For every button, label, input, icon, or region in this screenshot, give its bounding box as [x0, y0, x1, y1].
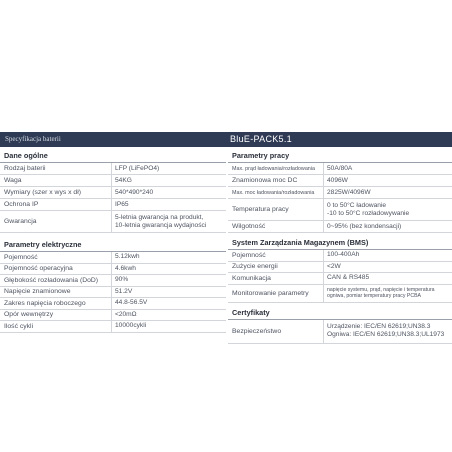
spec-title: Specyfikacja baterii	[5, 135, 61, 143]
left-column	[0, 149, 226, 333]
product-title: BluE-PACK5.1	[230, 134, 292, 144]
spec-label: Pojemność	[228, 250, 324, 261]
spec-label: Komunikacja	[228, 273, 324, 284]
spec-value: 10000cykli	[115, 322, 147, 330]
spec-row	[228, 262, 452, 274]
spec-row	[0, 310, 226, 322]
spec-value: 100-400Ah	[327, 251, 360, 259]
spec-row	[228, 285, 452, 303]
spec-row	[228, 221, 452, 233]
spec-value: CAN & RS485	[327, 274, 370, 282]
spec-value: Urządzenie: IEC/EN 62619;UN38.3 Ogniwa: IEC/EN 62619;UN38.3;UL1973	[327, 323, 445, 338]
spec-value: <2W	[327, 262, 341, 270]
spec-row	[0, 175, 226, 187]
spec-value: IP65	[115, 200, 129, 208]
spec-value: 4096W	[327, 176, 348, 184]
spec-label: Zakres napięcia roboczego	[0, 298, 112, 309]
spec-label: Temperatura pracy	[228, 199, 324, 220]
section-heading: Certyfikaty	[228, 306, 452, 320]
section-heading: Dane ogólne	[0, 149, 226, 163]
spec-row	[0, 211, 226, 233]
spec-label: Waga	[0, 175, 112, 186]
spec-row	[0, 187, 226, 199]
spec-label: Rodzaj baterii	[0, 163, 112, 174]
spec-value: 4.6kwh	[115, 264, 136, 272]
section-heading: Parametry pracy	[228, 149, 452, 163]
spec-label: Pojemność operacyjna	[0, 264, 112, 275]
spec-label: Głębokość rozładowania (DoD)	[0, 275, 112, 286]
spec-value: 2825W/4096W	[327, 188, 371, 196]
right-column	[228, 149, 452, 344]
spec-row	[228, 199, 452, 221]
spec-label: Pojemność	[0, 252, 112, 263]
spec-value: 90%	[115, 276, 129, 284]
spec-label: Zużycie energii	[228, 262, 324, 273]
spec-value: LFP (LiFePO4)	[115, 164, 160, 172]
spec-row	[0, 163, 226, 175]
spec-row	[0, 264, 226, 276]
spec-row	[0, 252, 226, 264]
spec-banner	[0, 132, 452, 147]
spec-value: 0~95% (bez kondensacji)	[327, 222, 402, 230]
spec-label: Wilgotność	[228, 221, 324, 232]
spec-value: 50A/80A	[327, 164, 353, 172]
spec-value: 5.12kwh	[115, 253, 140, 261]
spec-row	[228, 163, 452, 175]
spec-row	[228, 187, 452, 199]
spec-value: 0 to 50°C ładowanie -10 to 50°C rozładowywanie	[327, 201, 410, 217]
spec-label: Ochrona IP	[0, 199, 112, 210]
spec-value: 5-letnia gwarancja na produkt, 10-letnia gwarancja wydajności	[115, 213, 207, 229]
spec-row	[228, 175, 452, 187]
spec-label: Znamionowa moc DC	[228, 175, 324, 186]
spec-row	[228, 250, 452, 262]
spec-label: Ilość cykli	[0, 321, 112, 332]
section-heading: System Zarządzania Magazynem (BMS)	[228, 236, 452, 250]
spec-row	[0, 321, 226, 333]
spec-label: Monitorowanie parametry	[228, 285, 324, 302]
spec-row	[0, 199, 226, 211]
spec-value: <20mΩ	[115, 310, 137, 318]
spec-label: Opór wewnętrzy	[0, 310, 112, 321]
spec-value: 54KG	[115, 176, 132, 184]
spec-label: Gwarancja	[0, 211, 112, 232]
spec-row	[0, 298, 226, 310]
spec-value: 540*490*240	[115, 188, 154, 196]
spec-label: Max. moc ładowania/rozładowania	[228, 187, 324, 198]
spec-label: Max. prąd ładowania/rozładowania	[228, 163, 324, 174]
spec-row	[0, 287, 226, 299]
spec-label: Bezpieczeństwo	[228, 320, 324, 343]
spec-value: napięcie systemu, prąd, napięcie i temperatura ogniwa, pomiar temperatury pracy PCBA	[327, 286, 435, 299]
section-heading: Parametry elektryczne	[0, 238, 226, 252]
spec-label: Napięcie znamionowe	[0, 287, 112, 298]
spec-row	[228, 273, 452, 285]
spec-value: 44.8-56.5V	[115, 299, 148, 307]
spec-row	[0, 275, 226, 287]
spec-row	[228, 320, 452, 344]
spec-value: 51.2V	[115, 287, 133, 295]
spec-label: Wymiary (szer x wys x dł)	[0, 187, 112, 198]
